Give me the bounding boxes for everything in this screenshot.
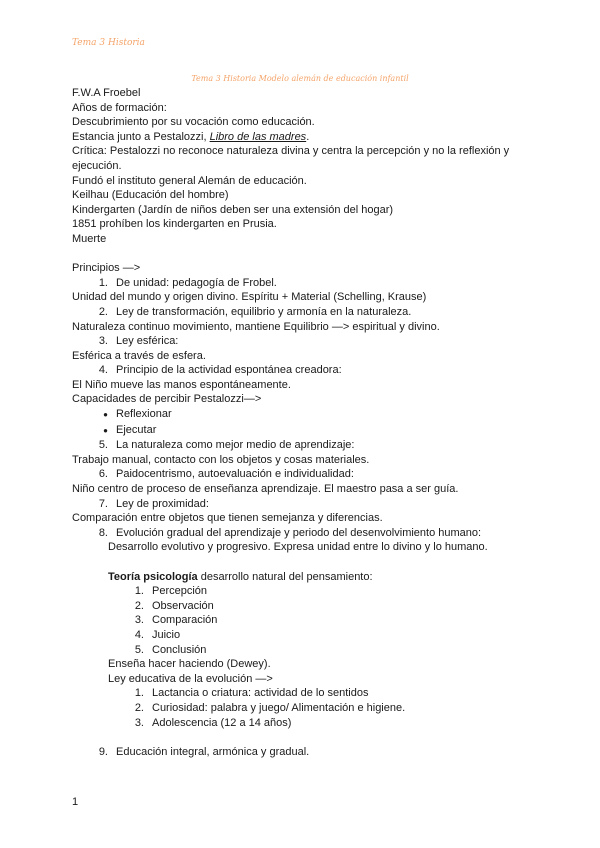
principle-desc: Desarrollo evolutivo y progresivo. Expresa unidad entre lo divino y lo humano. [108,541,488,554]
prohibition-line: 1851 prohíben los kindergarten en Prusia. [72,218,277,231]
principle-item: 9. Educación integral, armónica y gradual. [98,745,310,758]
theory-step: 1. Percepción [134,585,208,598]
principles-heading: Principios —> [72,262,141,275]
stage-item: 2. Curiosidad: palabra y juego/ Alimentación e higiene. [134,701,406,714]
capacities-line: Capacidades de percibir Pestalozzi—> [72,393,262,406]
principle-desc: Esférica a través de esfera. [72,349,206,362]
principle-item: 6. Paidocentrismo, autoevaluación e individualidad: [98,468,354,481]
principle-item: 8. Evolución gradual del aprendizaje y periodo del desenvolvimiento humano: [98,526,482,539]
theory-step: 2. Observación [134,599,214,612]
author-name: F.W.A Froebel [72,87,141,99]
theory-step: 5. Conclusión [134,643,207,656]
principle-item: 5. La naturaleza como mejor medio de aprendizaje: [98,439,355,452]
principle-item: 3. Ley esférica: [98,335,179,348]
vocation-line: Descubrimiento por su vocación como educación. [72,116,315,129]
theory-step: 3. Comparación [134,614,218,627]
principle-desc: Comparación entre objetos que tienen semejanza y diferencias. [72,512,383,525]
stage-item: 3. Adolescencia (12 a 14 años) [134,716,292,729]
page-number: 1 [72,796,79,808]
principle-item: 4. Principio de la actividad espontánea creadora: [98,364,342,377]
evolution-law: Ley educativa de la evolución —> [108,672,273,685]
principle-desc: Naturaleza continuo movimiento, mantiene Equilibrio —> espiritual y divino. [72,320,440,333]
running-header: Tema 3 Historia [72,38,145,48]
document-body [72,86,532,759]
theory-step: 4. Juicio [134,628,181,641]
formation-heading: Años de formación: [72,101,167,114]
book-title: Libro de las madres [209,130,307,143]
founded-line: Fundó el instituto general Alemán de educación. [72,174,307,187]
principle-item: 7. Ley de proximidad: [98,497,209,510]
stage-item: 1. Lactancia o criatura: actividad de lo sentidos [134,687,369,700]
document-title: Tema 3 Historia Modelo alemán de educación infantil [191,74,409,83]
principle-desc: Niño centro de proceso de enseñanza aprendizaje. El maestro pasa a ser guía. [72,483,459,496]
theory-heading: Teoría psicología desarrollo natural del pensamiento: [108,570,373,583]
keilhau-line: Keilhau (Educación del hombre) [72,189,229,202]
bullet-item: ● Reflexionar [103,408,172,421]
bullet-item: ● Ejecutar [103,423,157,436]
principle-item: 1. De unidad: pedagogía de Frobel. [98,276,277,289]
principle-desc: Unidad del mundo y origen divino. Espíritu + Material (Schelling, Krause) [72,291,427,304]
dewey-line: Enseña hacer haciendo (Dewey). [108,658,271,671]
principle-desc: El Niño mueve las manos espontáneamente. [72,378,291,391]
kindergarten-line: Kindergarten (Jardín de niños deben ser una extensión del hogar) [72,203,394,216]
critique-line: Crítica: Pestalozzi no reconoce naturaleza divina y centra la percepción y no la reflexión y ejecución. [72,145,510,172]
death-line: Muerte [72,232,107,245]
principle-item: 2. Ley de transformación, equilibrio y armonía en la naturaleza. [98,305,412,318]
stay-line: Estancia junto a Pestalozzi, Libro de las madres. [72,130,310,143]
principle-desc: Trabajo manual, contacto con los objetos y cosas materiales. [72,453,370,466]
